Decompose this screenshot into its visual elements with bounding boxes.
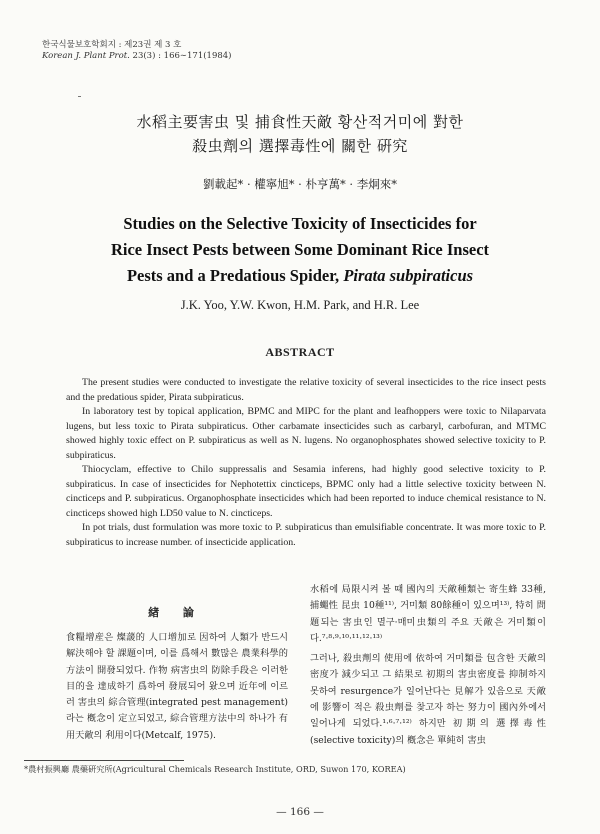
footnote: *農村振興廳 農藥硏究所(Agricultural Chemicals Research Institute, ORD, Suwon 170, KOREA) xyxy=(24,764,406,774)
journal-english-line xyxy=(42,51,232,62)
english-title-line3 xyxy=(0,264,600,288)
abstract-paragraph-4: In pot trials, dust formulation was more toxic to P. subpiraticus than emulsifiable concentrate. It was more toxic to P. subpiraticus to increase number. of insecticide application. xyxy=(66,522,546,548)
left-column-text: 食糧增産은 燦蘐的 人口增加로 因하여 人類가 반드시 解決해야 할 課題이며, 이를 爲해서 數많은 農業科學的 方法이 開發되었다. 作物 病害虫의 防除手段은 이러한 目的을 達成하기 爲하여 發展되어 왔으며 近年에 이르러 害虫의 綜合管理(integrated pest management)라는 槪念이 定立되었고, 綜合管理方法中의 하나가 有用天敵의 利用이다(Metcalf, 1975). xyxy=(66,632,288,741)
intro-heading: 緖 論 xyxy=(148,606,204,619)
right-column xyxy=(310,582,546,749)
species-name: Pirata subpiraticus xyxy=(343,266,474,285)
abstract-body xyxy=(66,376,546,550)
abstract-paragraph-1: The present studies were conducted to investigate the relative toxicity of several insecticides to the rice insect pests and the predatious spider, Pirata subpiraticus. xyxy=(66,377,546,403)
page-number: — 166 — xyxy=(276,806,324,818)
abstract-paragraph-2: In laboratory test by topical application, BPMC and MIPC for the plant and leafhoppers were toxic to Nilaparvata lugens, but less toxic to Pirata subpiraticus. Other carbamate insecticides such as carbaryl, carbofuran, and MTMC showed highly toxic effect on P. subpiraticus as well as N. lugens. No organophosphates showed selective toxicity to P. subpiraticus. xyxy=(66,406,546,461)
korean-authors: 劉載起* · 權寧旭* · 朴亨萬* · 李炯來* xyxy=(203,177,397,191)
scan-mark xyxy=(78,96,81,97)
abstract-paragraph-3: Thiocyclam, effective to Chilo suppressalis and Sesamia inferens, had highly good selective toxicity to P. subpiraticus. In case of insecticides for Nephotettix cincticeps, BPMC only had a little selective toxicity between N. cincticeps and P. subpiraticus. Organophosphate insecticides which had been reported to induce chemical resistance to N. cincticeps showed high LD50 value to N. cincticeps. xyxy=(66,464,546,519)
journal-header xyxy=(42,40,232,62)
english-title-line2: Rice Insect Pests between Some Dominant Rice Insect xyxy=(110,240,490,259)
journal-name: Korean J. Plant Prot. xyxy=(42,51,130,61)
abstract-heading: ABSTRACT xyxy=(265,345,335,359)
journal-volume: 23(3) : 166∼171(1984) xyxy=(129,51,232,61)
footnote-rule xyxy=(24,760,184,761)
english-title-line3-text: Pests and a Predatious Spider, xyxy=(126,266,344,285)
right-column-paragraph-1: 水稻에 局限시켜 볼 때 國內의 天敵種類는 寄生蜂 33種, 捕蠅性 昆虫 10種¹¹⁾, 거미類 80餘種이 있으며¹³⁾, 特히 問題되는 害虫인 멸구·매미虫類의 주요 天敵은 거미類이다.⁷·⁸·⁹·¹⁰·¹¹·¹²·¹³⁾ xyxy=(310,584,546,644)
english-title-line1: Studies on the Selective Toxicity of Insecticides for xyxy=(123,214,477,233)
korean-title-line1: 水稻主要害虫 및 捕食性天敵 황산적거미에 對한 xyxy=(136,113,464,131)
left-column xyxy=(66,630,288,744)
journal-korean-line: 한국식물보호학회지 : 제23권 제 3 호 xyxy=(42,40,182,50)
english-authors: J.K. Yoo, Y.W. Kwon, H.M. Park, and H.R. Lee xyxy=(180,298,420,312)
korean-title-line2: 殺虫劑의 選擇毒性에 關한 硏究 xyxy=(192,137,408,155)
right-column-paragraph-2: 그러나, 殺虫劑의 使用에 依하여 거미類를 包含한 天敵의 密度가 減少되고 그 結果로 初期의 害虫密度를 抑制하지 못하여 resurgence가 일어난다는 見解가 있음으로 天敵에 影響이 적은 殺虫劑를 찾고자 하는 努力이 國內外에서 일어나게 되었다.¹·⁶·⁷·¹²⁾ 하지만 初期의 選擇毒性(selective toxicity)의 槪念은 單純히 害虫 xyxy=(310,653,546,746)
